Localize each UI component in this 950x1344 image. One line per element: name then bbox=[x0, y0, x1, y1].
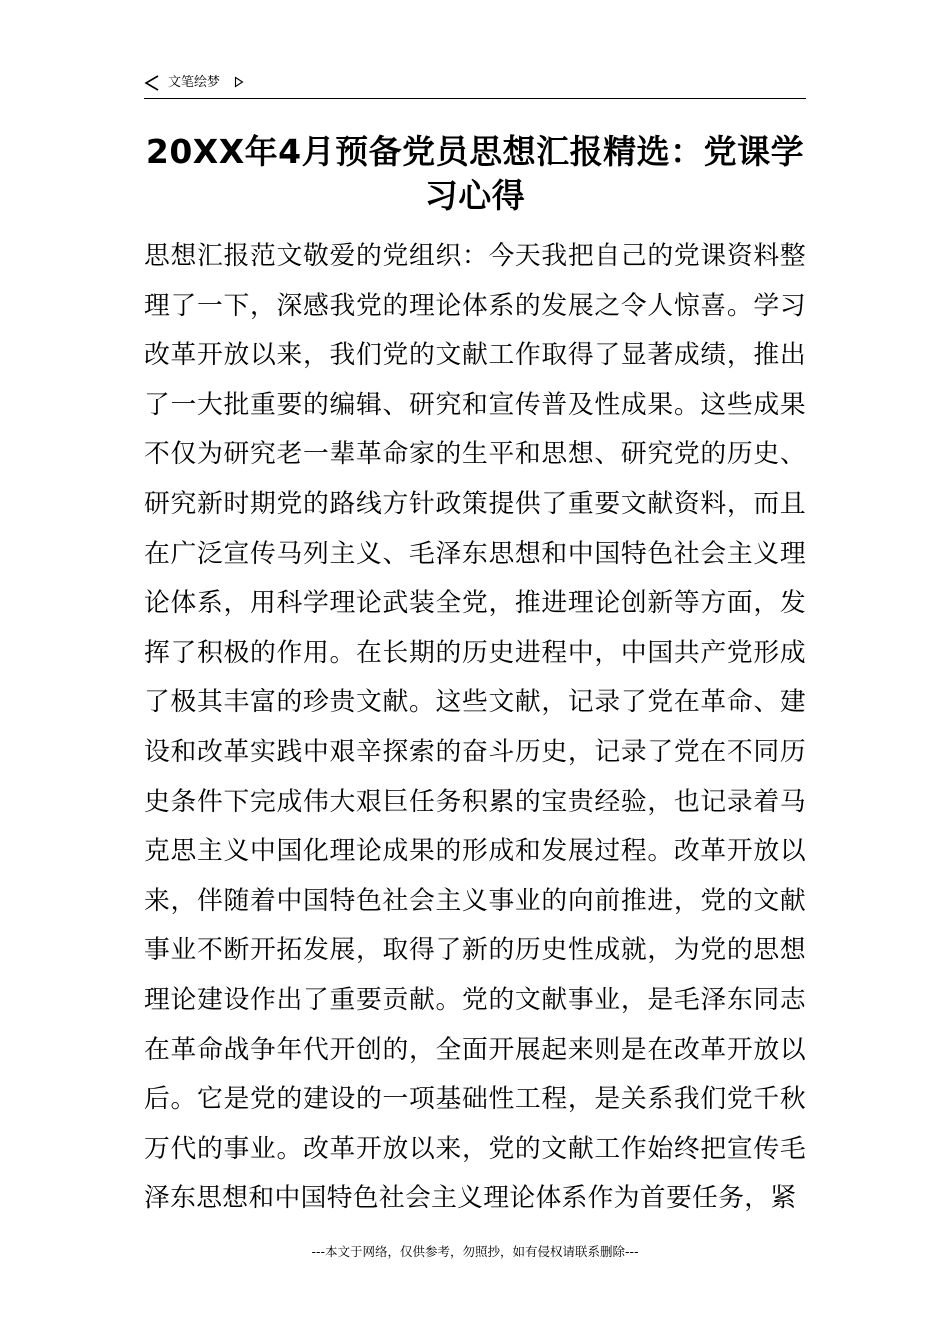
left-triangle-icon bbox=[144, 74, 160, 92]
document-title: 20XX年4月预备党员思想汇报精选：党课学习心得 bbox=[145, 132, 805, 215]
document-body: 思想汇报范文敬爱的党组织：今天我把自己的党课资料整理了一下，深感我党的理论体系的发展之令人惊喜。学习改革开放以来，我们党的文献工作取得了显著成绩，推出了一大批重要的编辑、研究和宣传普及性成果。这些成果不仅为研究老一辈革命家的生平和思想、研究党的历史、研究新时期党的路线方针政策提供了重要文献资料，而且在广泛宣传马列主义、毛泽东思想和中国特色社会主义理论体系，用科学理论武装全党，推进理论创新等方面，发挥了积极的作用。在长期的历史进程中，中国共产党形成了极其丰富的珍贵文献。这些文献，记录了党在革命、建设和改革实践中艰辛探索的奋斗历史，记录了党在不同历史条件下完成伟大艰巨任务积累的宝贵经验，也记录着马克思主义中国化理论成果的形成和发展过程。改革开放以来，伴随着中国特色社会主义事业的向前推进，党的文献事业不断开拓发展，取得了新的历史性成就，为党的思想理论建设作出了重要贡献。党的文献事业，是毛泽东同志在革命战争年代开创的，全面开展起来则是在改革开放以后。它是党的建设的一项基础性工程，是关系我们党千秋万代的事业。改革开放以来，党的文献工作始终把宣传毛泽东思想和中国特色社会主义理论体系作为首要任务，紧 bbox=[144, 241, 806, 1214]
page-footer-disclaimer: ---本文于网络，仅供参考，勿照抄，如有侵权请联系删除--- bbox=[311, 1244, 639, 1259]
right-triangle-icon bbox=[234, 76, 244, 88]
header-brand-text: 文笔绘梦 bbox=[168, 75, 221, 90]
page-header bbox=[144, 72, 806, 99]
